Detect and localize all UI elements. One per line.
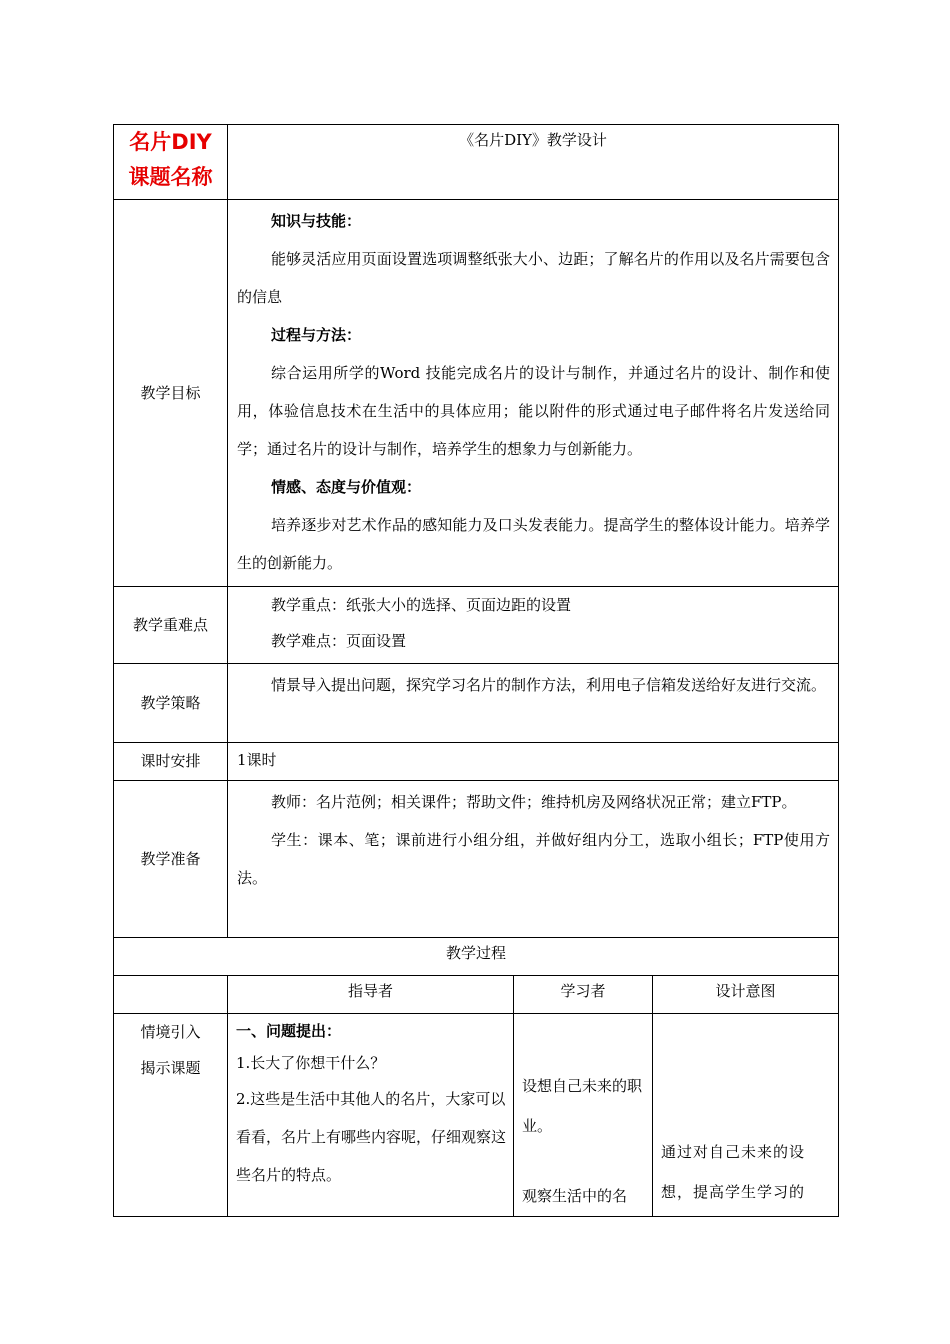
column-guide: 指导者 (228, 976, 514, 1014)
course-title: 《名片DIY》教学设计 (228, 125, 839, 200)
title-label-cell (114, 125, 228, 200)
key-points-row (114, 587, 839, 664)
intent-content (653, 1014, 839, 1217)
objective-text-emotion: 培养逐步对艺术作品的感知能力及口头发表能力。提高学生的整体设计能力。培养学生的创新能力。 (237, 516, 831, 572)
preparation-label: 教学准备 (114, 781, 228, 938)
guide-question-2: 2.这些是生活中其他人的名片，大家可以看看，名片上有哪些内容呢，仔细观察这些名片的特点。 (236, 1090, 507, 1184)
preparation-teacher: 教师：名片范例；相关课件；帮助文件；维持机房及网络状况正常；建立FTP。 (271, 793, 797, 811)
strategy-label: 教学策略 (114, 664, 228, 743)
process-heading: 教学过程 (114, 938, 839, 976)
process-heading-row (114, 938, 839, 976)
schedule-label: 课时安排 (114, 743, 228, 781)
guide-content (228, 1014, 514, 1217)
lesson-plan-table (113, 124, 839, 1217)
objectives-label: 教学目标 (114, 200, 228, 587)
key-point-line: 教学重点：纸张大小的选择、页面边距的设置 (271, 596, 572, 614)
strategy-text: 情景导入提出问题，探究学习名片的制作方法，利用电子信箱发送给好友进行交流。 (271, 676, 827, 694)
objective-text-process: 综合运用所学的Word 技能完成名片的设计与制作，并通过名片的设计、制作和使用，体验信息技术在生活中的具体应用；能以附件的形式通过电子邮件将名片发送给同学；通过名片的设计与制作，培养学生的想象力与创新能力。 (237, 364, 831, 458)
process-empty-cell (114, 976, 228, 1014)
objectives-content (228, 200, 839, 587)
key-points-content (228, 587, 839, 664)
column-intent: 设计意图 (653, 976, 839, 1014)
preparation-student: 学生：课本、笔；课前进行小组分组，并做好组内分工，选取小组长；FTP使用方法。 (237, 831, 831, 887)
schedule-row (114, 743, 839, 781)
guide-question-1: 1.长大了你想干什么？ (236, 1054, 386, 1072)
title-label: 课题名称 (128, 165, 213, 189)
title-doc-name: 名片DIY (129, 130, 212, 154)
learner-text-1: 设想自己未来的职业。 (522, 1077, 643, 1135)
process-stage-row (114, 1014, 839, 1217)
stage-label (114, 1014, 228, 1217)
strategy-content (228, 664, 839, 743)
learner-text-2: 观察生活中的名 (522, 1187, 628, 1205)
guide-heading: 一、问题提出： (236, 1022, 342, 1040)
objective-heading-emotion: 情感、态度与价值观： (271, 478, 422, 496)
difficult-point-line: 教学难点：页面设置 (271, 632, 407, 650)
strategy-row (114, 664, 839, 743)
objective-text-knowledge: 能够灵活应用页面设置选项调整纸张大小、边距；了解名片的作用以及名片需要包含的信息 (237, 250, 831, 306)
intent-text: 通过对自己未来的设想，提高学生学习的 (661, 1143, 806, 1201)
stage-label-line1: 情境引入 (140, 1023, 201, 1041)
objective-heading-process: 过程与方法： (271, 326, 362, 344)
key-points-label: 教学重难点 (114, 587, 228, 664)
objective-heading-knowledge: 知识与技能： (271, 212, 362, 230)
stage-label-line2: 揭示课题 (140, 1059, 201, 1077)
preparation-content (228, 781, 839, 938)
schedule-value: 1课时 (228, 743, 839, 781)
process-columns-row (114, 976, 839, 1014)
title-row (114, 125, 839, 200)
learner-content (514, 1014, 653, 1217)
column-learner: 学习者 (514, 976, 653, 1014)
preparation-row (114, 781, 839, 938)
objectives-row (114, 200, 839, 587)
